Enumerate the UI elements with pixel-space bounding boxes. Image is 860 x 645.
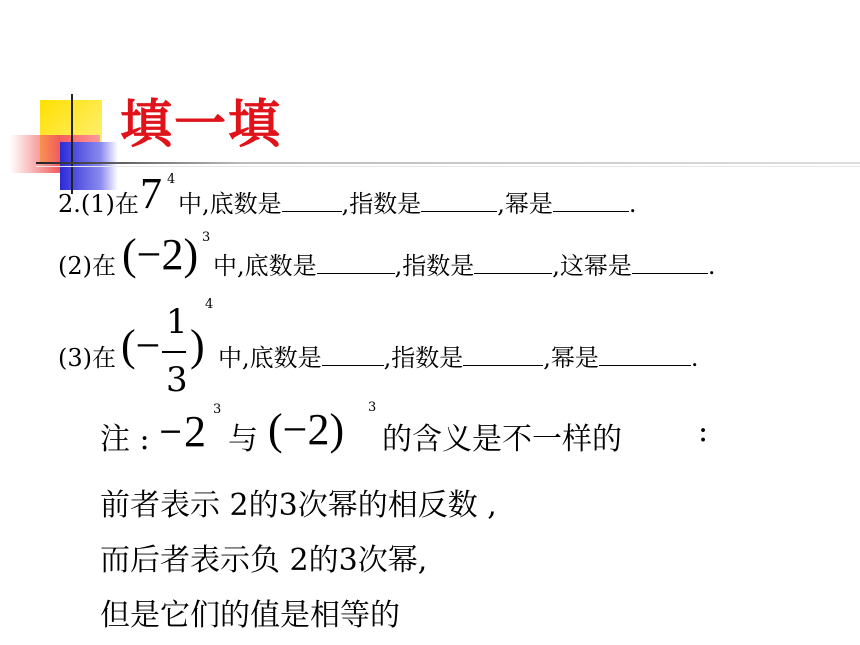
q2-expr: (−2) <box>122 230 199 279</box>
q3-end: . <box>690 344 699 372</box>
note-colon: : <box>698 414 709 449</box>
q2-p3: ,这幂是 <box>552 252 632 280</box>
q3-exponent: 4 <box>205 297 214 312</box>
q3-blank-exponent[interactable] <box>463 364 543 366</box>
q2-blank-exponent[interactable] <box>474 272 552 274</box>
q3-p2: ,指数是 <box>383 344 464 372</box>
q1-blank-exponent[interactable] <box>421 210 497 212</box>
note-line-3: 而后者表示负 2的3次幂, <box>100 543 428 578</box>
q3-text <box>218 338 699 373</box>
q3-label: (3)在 <box>58 344 116 372</box>
q3-open: (− <box>121 321 161 370</box>
q1-p2: ,指数是 <box>341 190 422 218</box>
q3-numerator: 1 <box>166 302 188 342</box>
title-underline-shadow <box>36 166 860 167</box>
q1-exponent: 4 <box>167 172 176 187</box>
q1-p3: ,幂是 <box>497 190 553 218</box>
q1-label: 2.(1)在 <box>58 190 139 218</box>
q1-end: . <box>628 190 637 218</box>
q3-blank-base[interactable] <box>322 364 384 366</box>
q2-blank-base[interactable] <box>317 272 395 274</box>
q3-close: ) <box>190 321 205 370</box>
q1-blank-base[interactable] <box>282 210 342 212</box>
note-conjunction: 与 <box>228 422 258 457</box>
q3-p3: ,幂是 <box>543 344 599 372</box>
note-base: 2 <box>184 407 206 456</box>
title-underline <box>36 162 860 164</box>
q3-fraction-bar <box>162 351 186 353</box>
note-line-4: 但是它们的值是相等的 <box>100 598 400 633</box>
q1-blank-power[interactable] <box>553 210 629 212</box>
decor-vertical-line <box>71 94 73 194</box>
note-prefix: 注 : <box>100 422 150 457</box>
q1-text <box>178 184 637 219</box>
note-exponent-1: 3 <box>213 402 222 417</box>
note-expression: (−2) <box>268 405 345 454</box>
q1-middle: 中,底数是 <box>178 190 282 218</box>
q3-denominator: 3 <box>166 360 188 400</box>
slide-title: 填一填 <box>120 95 283 155</box>
note-line-2: 前者表示 2的3次幂的相反数 , <box>100 488 497 523</box>
q2-text <box>213 246 716 281</box>
q2-middle: 中,底数是 <box>213 252 317 280</box>
q2-p2: ,指数是 <box>394 252 475 280</box>
note-minus: − <box>158 414 184 449</box>
q2-exponent: 3 <box>202 230 211 245</box>
note-tail: 的含义是不一样的 <box>382 422 622 457</box>
q2-blank-power[interactable] <box>632 272 708 274</box>
q1-base: 7 <box>140 169 162 218</box>
q2-end: . <box>707 252 716 280</box>
note-exponent-2: 3 <box>368 400 377 415</box>
q3-blank-power[interactable] <box>599 364 691 366</box>
q2-label: (2)在 <box>58 252 116 280</box>
question-1 <box>58 184 139 219</box>
q3-middle: 中,底数是 <box>218 344 322 372</box>
